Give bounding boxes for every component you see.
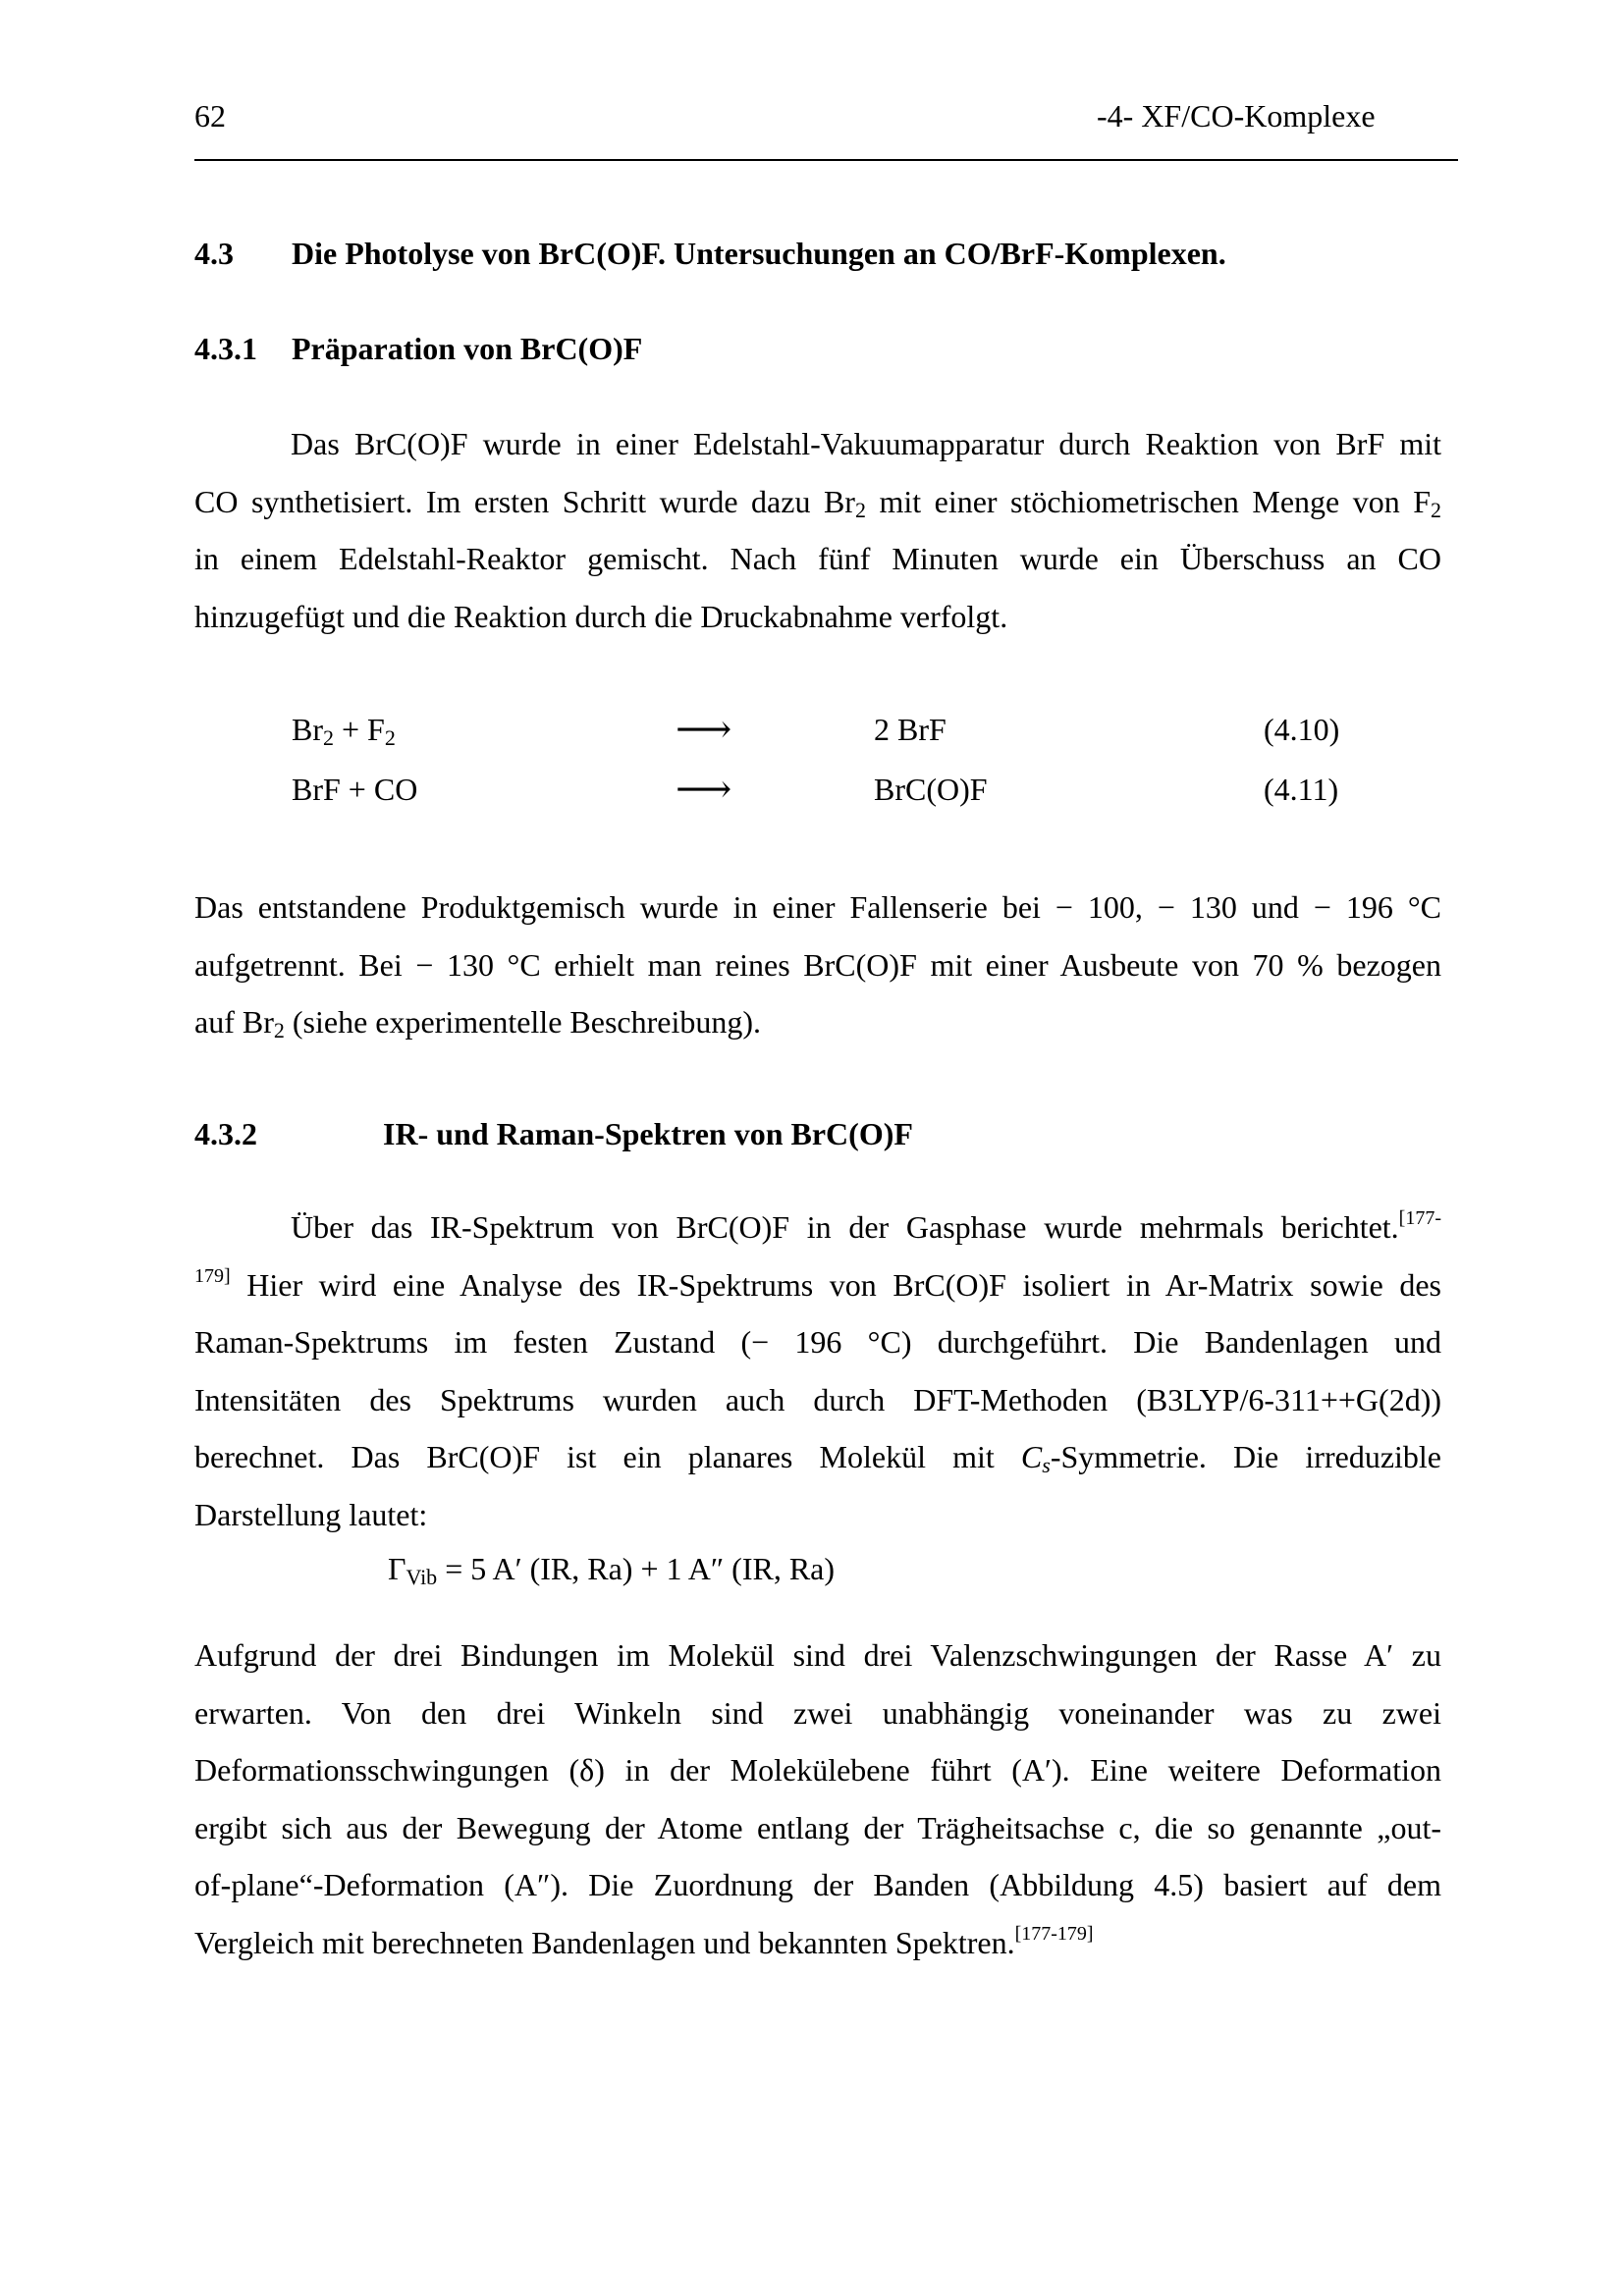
text-line: Das entstandene Produktgemisch wurde in einer Fallenserie bei − 100, − 130 und − 196 °C xyxy=(194,889,1441,925)
text-line: Intensitäten des Spektrums wurden auch durch DFT-Methoden (B3LYP/6-311++G(2d)) xyxy=(194,1381,1441,1417)
irreducible-representation-formula: $\Gamma_{Vib} = 5$ A′ (IR, Ra) + 1 A″ (IR, Ra) xyxy=(388,1551,836,1589)
section-title-4-3-1: Präparation von BrC(O)F xyxy=(292,331,643,366)
text-line: Darstellung lautet: xyxy=(194,1496,428,1532)
text-line: of-plane“-Deformation (A″). Die Zuordnung der Banden (Abbildung 4.5) basiert auf dem xyxy=(194,1867,1441,1902)
text-line: $^{179]}$ Hier wird eine Analyse des IR-Spektrums von BrC(O)F isoliert in Ar-Matrix sowie des xyxy=(194,1264,1441,1303)
equation-number: (4.10) xyxy=(1264,712,1340,747)
text-line: in einem Edelstahl-Reaktor gemischt. Nach fünf Minuten wurde ein Überschuss an CO xyxy=(194,541,1441,576)
equation-products: 2 BrF xyxy=(874,712,947,747)
text-line: Deformationsschwingungen (δ) in der Molekülebene führt (A′). Eine weitere Deformation xyxy=(194,1752,1441,1788)
text-line: CO synthetisiert. Im ersten Schritt wurde dazu $Br_2$ mit einer stöchiometrischen Menge von $F_2$ xyxy=(194,483,1442,522)
paragraph-assignment xyxy=(194,1627,1441,1971)
running-header: -4- XF/CO-Komplexe xyxy=(1097,98,1376,133)
page-number: 62 xyxy=(194,98,226,133)
reaction-arrow: ⟶ xyxy=(676,707,732,751)
section-number-4-3: 4.3 xyxy=(194,236,234,271)
subscript: 2 xyxy=(854,497,866,522)
equation-reactants: $Br_2 + F_2$ xyxy=(292,712,396,750)
citation-superscript: [177-179] xyxy=(1014,1922,1094,1945)
text-line: aufgetrennt. Bei − 130 °C erhielt man reines BrC(O)F mit einer Ausbeute von 70 % bezogen xyxy=(194,946,1441,983)
header-rule xyxy=(194,159,1458,161)
text-line: Vergleich mit berechneten Bandenlagen und bekannten Spektren.[177-179] xyxy=(194,1922,1094,1960)
text-line: Über das IR-Spektrum von BrC(O)F in der Gasphase wurde mehrmals berichtet.$^{[177-}$ xyxy=(291,1207,1441,1245)
paragraph-preparation xyxy=(194,415,1441,645)
point-group-symbol: $C_s$ xyxy=(1020,1439,1051,1477)
equation-products: BrC(O)F xyxy=(874,772,988,807)
section-title-4-3-2: IR- und Raman-Spektren von BrC(O)F xyxy=(383,1116,913,1151)
citation-superscript: [177- xyxy=(1398,1207,1441,1229)
text-line: hinzugefügt und die Reaktion durch die Druckabnahme verfolgt. xyxy=(194,598,1008,634)
section-title-4-3: Die Photolyse von BrC(O)F. Untersuchungen an CO/BrF-Komplexen. xyxy=(292,236,1226,271)
text-line: erwarten. Von den drei Winkeln sind zwei unabhängig voneinander was zu zwei xyxy=(194,1694,1441,1731)
text-line: Das BrC(O)F wurde in einer Edelstahl-Vakuumapparatur durch Reaktion von BrF mit xyxy=(291,426,1441,461)
text-line: Aufgrund der drei Bindungen im Molekül sind drei Valenzschwingungen der Rasse A′ zu xyxy=(194,1637,1441,1673)
equation-reactants: BrF + CO xyxy=(292,772,418,807)
text-line: Raman-Spektrums im festen Zustand (− 196 °C) durchgeführt. Die Bandenlagen und xyxy=(194,1324,1441,1360)
subscript: 2 xyxy=(1431,497,1442,522)
subscript: 2 xyxy=(323,725,334,750)
reaction-arrow: ⟶ xyxy=(676,767,732,811)
citation-superscript: 179] xyxy=(194,1264,231,1287)
subscript: 2 xyxy=(273,1018,285,1042)
text-line: auf $Br_2$ (siehe experimentelle Beschreibung). xyxy=(194,1004,761,1042)
text-line: berechnet. Das BrC(O)F ist ein planares Molekül mit $C_s$-Symmetrie. Die irreduzible xyxy=(194,1439,1441,1477)
paragraph-spectra xyxy=(194,1199,1441,1543)
equation-number: (4.11) xyxy=(1264,772,1339,807)
section-number-4-3-1: 4.3.1 xyxy=(194,331,257,366)
paragraph-separation xyxy=(194,879,1441,1051)
section-number-4-3-2: 4.3.2 xyxy=(194,1116,257,1151)
text-line: ergibt sich aus der Bewegung der Atome entlang der Trägheitsachse c, die so genannte „out- xyxy=(194,1809,1441,1845)
subscript: 2 xyxy=(384,725,396,750)
subscript: Vib xyxy=(406,1565,438,1589)
